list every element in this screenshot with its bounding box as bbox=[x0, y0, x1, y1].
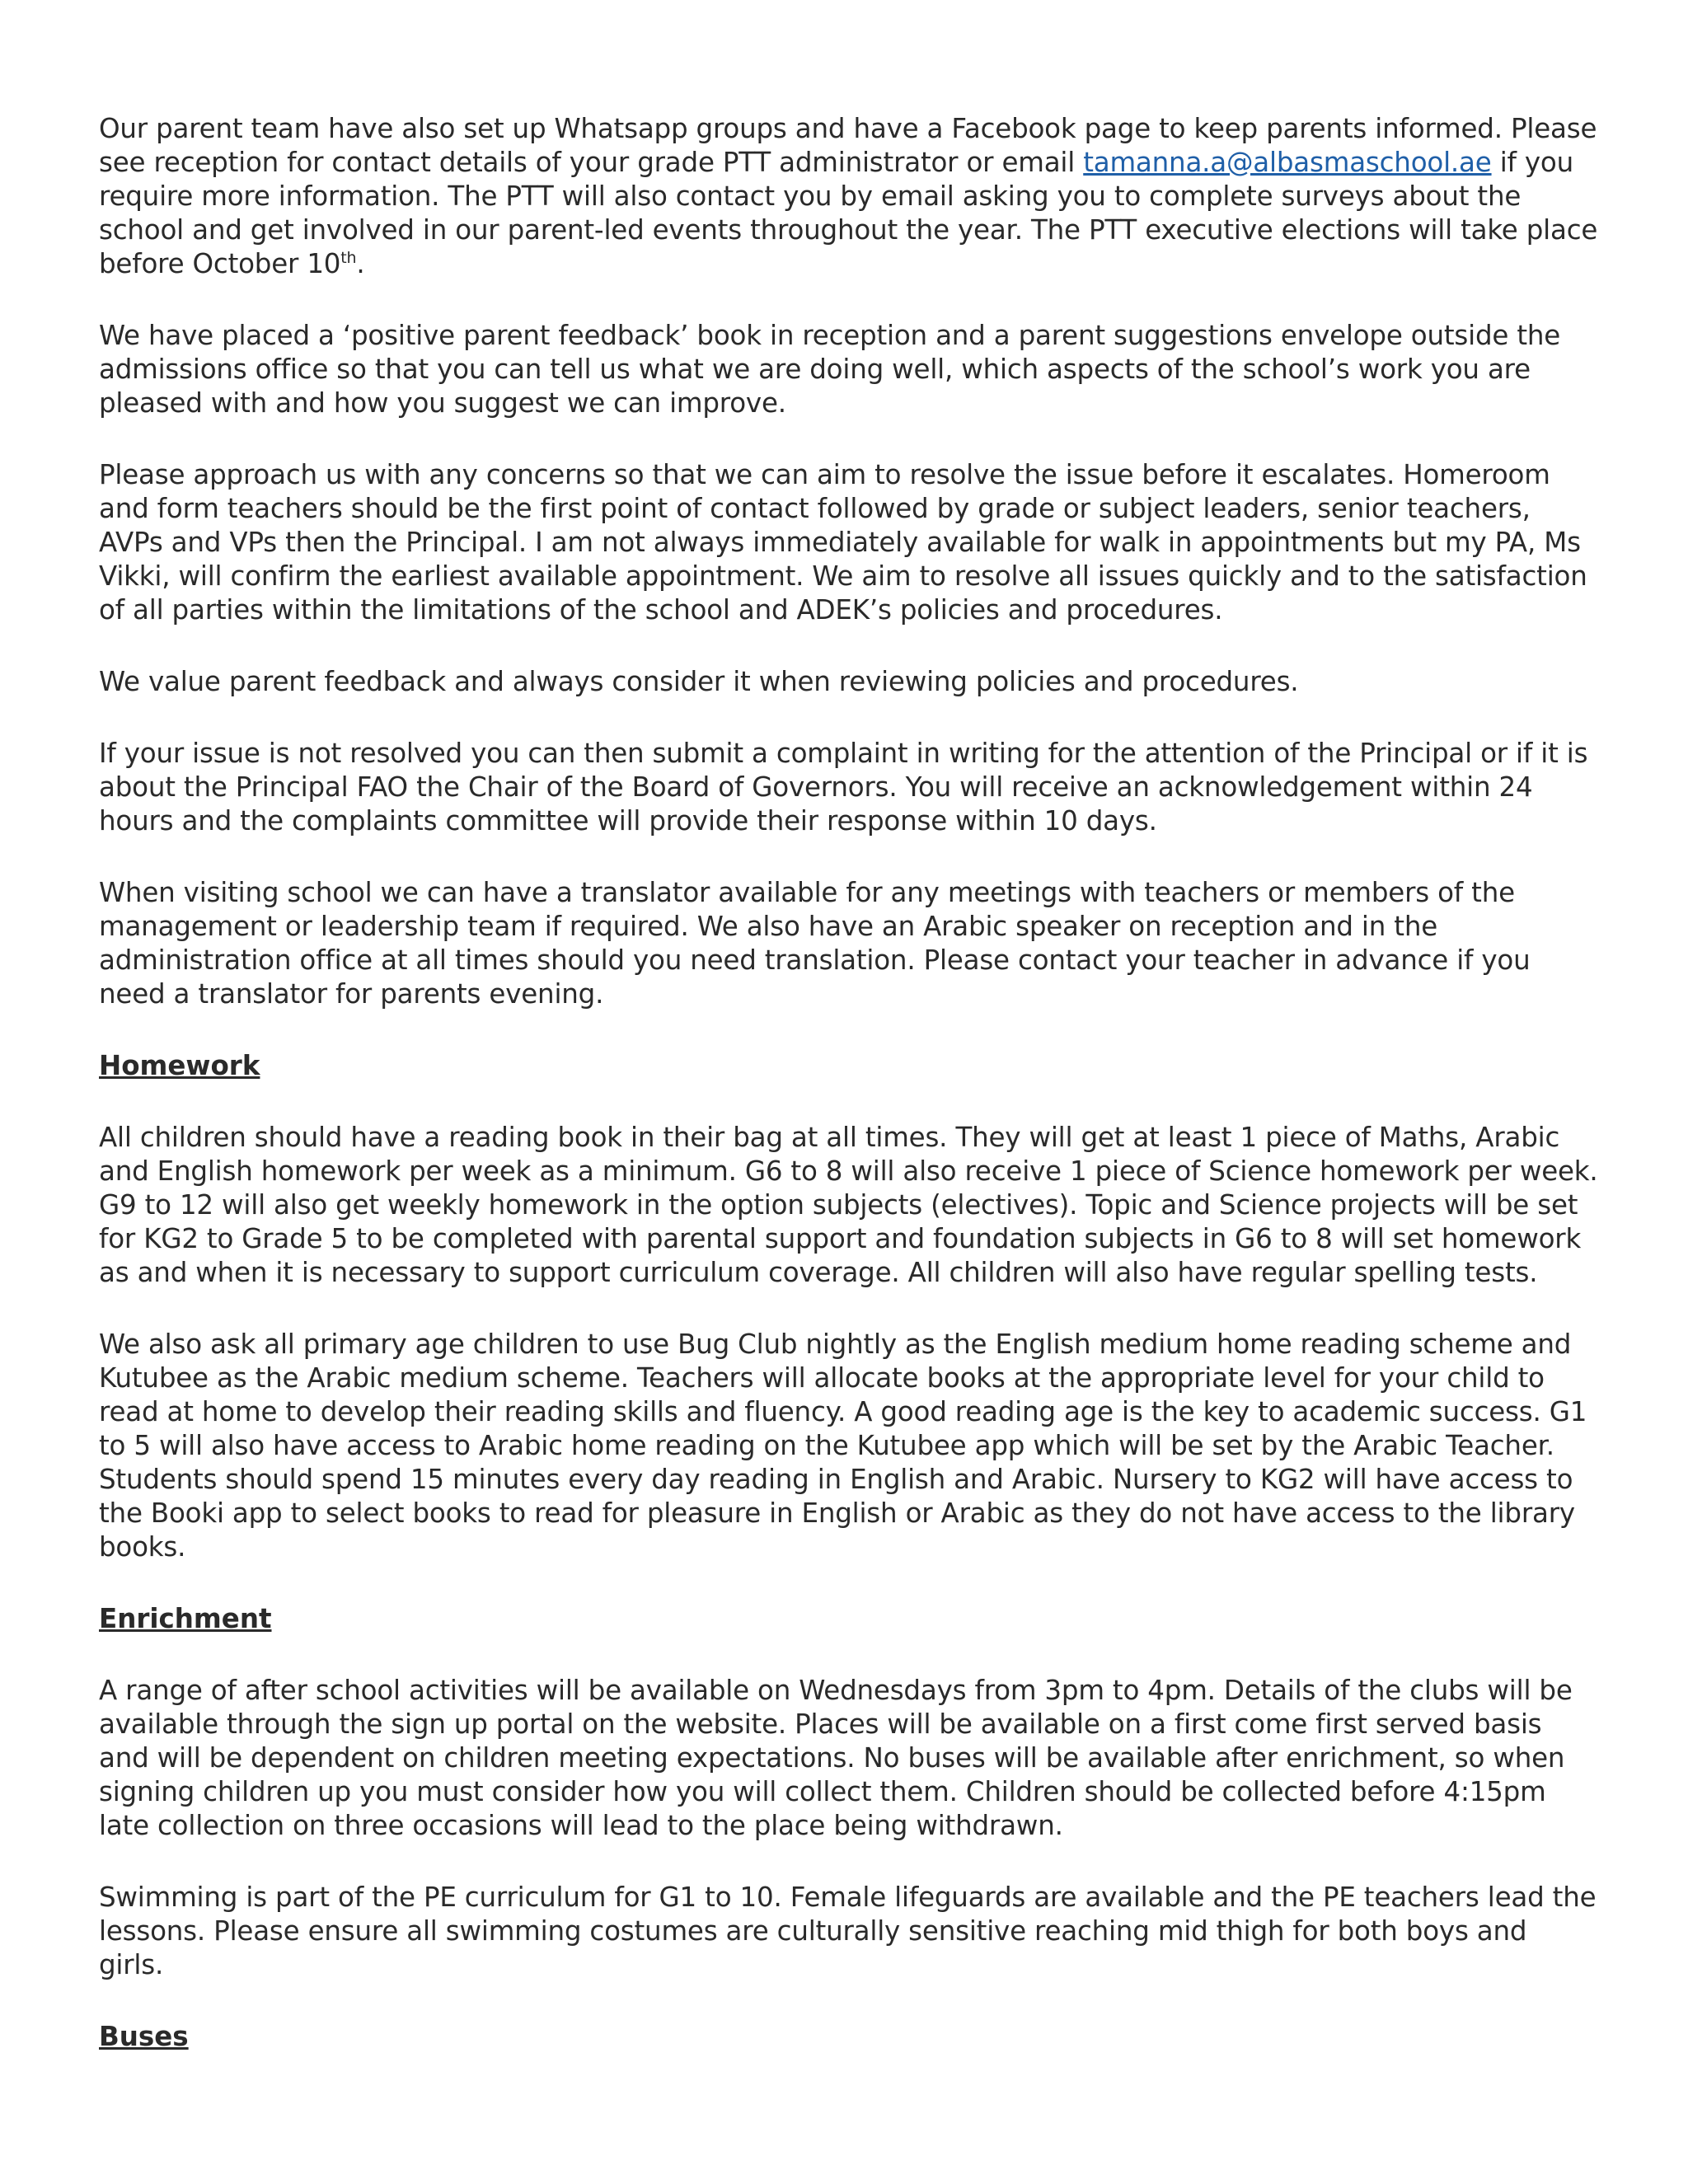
ptt-text-end: . bbox=[356, 248, 365, 279]
email-link[interactable]: tamanna.a@albasmaschool.ae bbox=[1083, 147, 1492, 178]
complaint-paragraph: If your issue is not resolved you can then submit a complaint in writing for the attention of the Principal or if it is about the Principal FAO the Chair of the Board of Governors. You will receive an acknowledgement within 24 hours and the complaints committee will provide their response within 10 days. bbox=[99, 738, 1588, 837]
enrichment-paragraph: A range of after school activities will be available on Wednesdays from 3pm to 4pm. Details of the clubs will be available through the sign up portal on the website. Places will be available on a first come first served basis and will be dependent on children meeting expectations. No buses will be available after enrichment, so when signing children up you must consider how you will collect them. Children should be collected before 4:15pm late collection on three occasions will lead to the place being withdrawn. bbox=[99, 1675, 1573, 1841]
ptt-text-start: Our parent team have also set up Whatsapp groups and have a Facebook page to keep parents informed. Please see reception for contact details of your grade PTT administrator or email bbox=[99, 113, 1597, 178]
value-feedback-paragraph: We value parent feedback and always consider it when reviewing policies and procedures. bbox=[99, 666, 1299, 697]
concerns-paragraph: Please approach us with any concerns so that we can aim to resolve the issue before it escalates. Homeroom and form teachers should be the first point of contact followed by grade or subject leaders, senior teachers, AVPs and VPs then the Principal. I am not always immediately available for walk in appointments but my PA, Ms Vikki, will confirm the earliest available appointment. We aim to resolve all issues quickly and to the satisfaction of all parties within the limitations of the school and ADEK’s policies and procedures. bbox=[99, 459, 1587, 626]
homework-heading: Homework bbox=[99, 1050, 260, 1081]
homework-paragraph: All children should have a reading book in their bag at all times. They will get at least 1 piece of Maths, Arabic and English homework per week as a minimum. G6 to 8 will also receive 1 piece of Science homework per week. G9 to 12 will also get weekly homework in the option subjects (electives). Topic and Science projects will be set for KG2 to Grade 5 to be completed with parental support and foundation subjects in G6 to 8 will set homework as and when it is necessary to support curriculum coverage. All children will also have regular spelling tests. bbox=[99, 1122, 1598, 1288]
document-page bbox=[99, 112, 1599, 2092]
swimming-paragraph: Swimming is part of the PE curriculum for G1 to 10. Female lifeguards are available and the PE teachers lead the lessons. Please ensure all swimming costumes are culturally sensitive reaching mid thigh for both boys and girls. bbox=[99, 1882, 1597, 1980]
buses-heading: Buses bbox=[99, 2021, 189, 2052]
enrichment-heading: Enrichment bbox=[99, 1603, 272, 1634]
reading-paragraph: We also ask all primary age children to use Bug Club nightly as the English medium home reading scheme and Kutubee as the Arabic medium scheme. Teachers will allocate books at the appropriate level for your child to read at home to develop their reading skills and fluency. A good reading age is the key to academic success. G1 to 5 will also have access to Arabic home reading on the Kutubee app which will be set by the Arabic Teacher. Students should spend 15 minutes every day reading in English and Arabic. Nursery to KG2 will have access to the Booki app to select books to read for pleasure in English or Arabic as they do not have access to the library books. bbox=[99, 1329, 1587, 1563]
ptt-text-middle: if you require more information. The PTT will also contact you by email asking you to complete surveys about the school and get involved in our parent-led events throughout the year. The PTT executive elections will take place before October 10 bbox=[99, 147, 1598, 279]
translator-paragraph: When visiting school we can have a translator available for any meetings with teachers or members of the management or leadership team if required. We also have an Arabic speaker on reception and in the administration office at all times should you need translation. Please contact your teacher in advance if you need a translator for parents evening. bbox=[99, 877, 1531, 1010]
ptt-paragraph bbox=[99, 112, 1599, 281]
feedback-paragraph: We have placed a ‘positive parent feedback’ book in reception and a parent suggestions envelope outside the admissions office so that you can tell us what we are doing well, which aspects of the school’s work you are pleased with and how you suggest we can improve. bbox=[99, 320, 1561, 419]
ordinal-superscript: th bbox=[340, 249, 357, 268]
